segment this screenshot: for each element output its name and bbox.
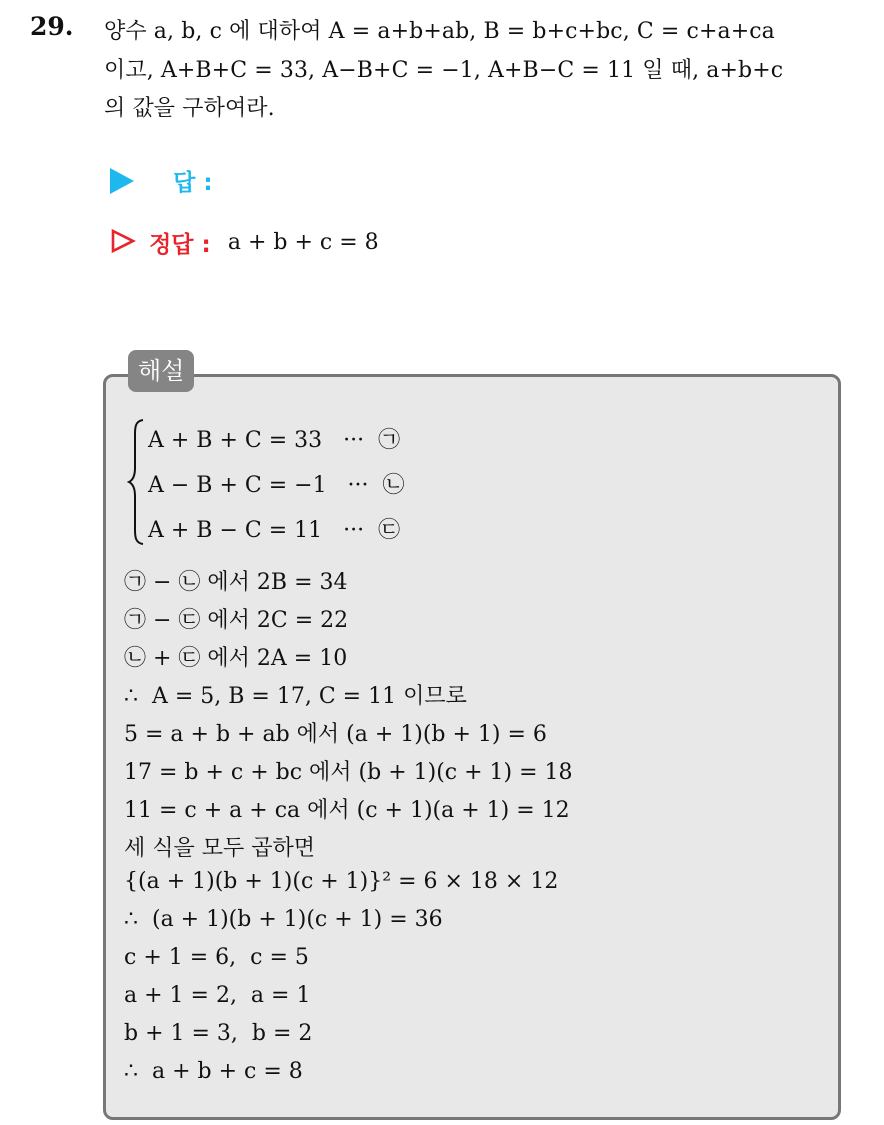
- question-number: 29.: [30, 12, 74, 41]
- solution-line: 11 = c + a + ca 에서 (c + 1)(a + 1) = 12: [124, 798, 570, 823]
- solution-line: ∴ a + b + c = 8: [124, 1059, 303, 1084]
- correct-answer-value: a + b + c = 8: [227, 230, 379, 255]
- solution-line: 세 식을 모두 곱하면: [124, 836, 315, 861]
- play-filled-icon: [110, 168, 134, 194]
- solution-line: c + 1 = 6, c = 5: [124, 945, 309, 970]
- solution-line: a + 1 = 2, a = 1: [124, 983, 311, 1008]
- system-equation-1: A + B + C = 33 ··· ㉠: [148, 428, 401, 453]
- answer-row: [110, 164, 213, 197]
- solution-line: ∴ A = 5, B = 17, C = 11 이므로: [124, 684, 467, 709]
- solution-line: ㉡ + ㉢ 에서 2A = 10: [124, 646, 348, 671]
- system-equation-3: A + B − C = 11 ··· ㉢: [148, 518, 401, 543]
- solution-line: ㉠ − ㉡ 에서 2B = 34: [124, 570, 348, 595]
- solution-tag: 해설: [128, 350, 194, 392]
- play-outline-icon: [110, 228, 136, 258]
- system-brace-icon: [126, 418, 146, 546]
- question-text-line-1: 양수 a, b, c 에 대하여 A = a+b+ab, B = b+c+bc, C = c+a+ca: [104, 19, 775, 44]
- solution-line: ∴ (a + 1)(b + 1)(c + 1) = 36: [124, 907, 443, 932]
- solution-line: 17 = b + c + bc 에서 (b + 1)(c + 1) = 18: [124, 760, 573, 785]
- solution-line: b + 1 = 3, b = 2: [124, 1021, 313, 1046]
- correct-answer-label: 정답 :: [149, 232, 211, 258]
- answer-label: 답 :: [173, 170, 213, 196]
- question-text-line-2: 이고, A+B+C = 33, A−B+C = −1, A+B−C = 11 일 때, a+b+c: [104, 58, 784, 83]
- solution-line: ㉠ − ㉢ 에서 2C = 22: [124, 608, 349, 633]
- system-equation-2: A − B + C = −1 ··· ㉡: [148, 473, 405, 498]
- solution-line: 5 = a + b + ab 에서 (a + 1)(b + 1) = 6: [124, 722, 547, 747]
- question-text-line-3: 의 값을 구하여라.: [104, 96, 275, 121]
- solution-line: {(a + 1)(b + 1)(c + 1)}² = 6 × 18 × 12: [124, 869, 559, 894]
- correct-answer-row: [110, 226, 379, 259]
